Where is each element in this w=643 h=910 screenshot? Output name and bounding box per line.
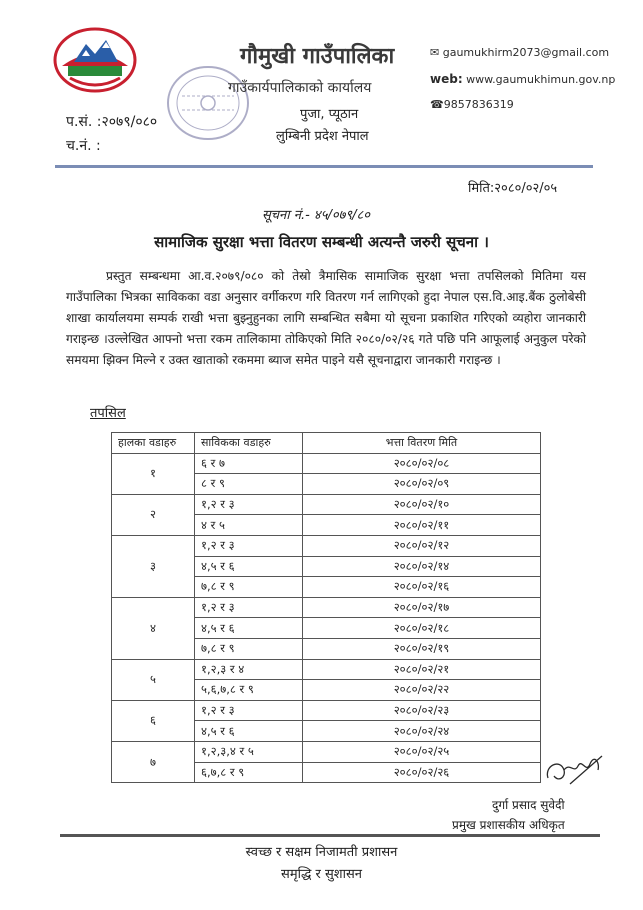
distribution-date-cell: २०८०/०२/२१ — [303, 659, 541, 680]
distribution-date-cell: २०८०/०२/११ — [303, 515, 541, 536]
distribution-table — [111, 432, 541, 783]
envelope-icon: ✉ — [430, 46, 440, 59]
old-ward-cell: १,२ र ३ — [195, 535, 303, 556]
old-ward-cell: १,२ र ३ — [195, 597, 303, 618]
table-row — [112, 535, 541, 556]
distribution-date-cell: २०८०/०२/१९ — [303, 638, 541, 659]
footer-slogan-2: समृद्धि र सुशासन — [281, 867, 362, 882]
chalani-number: च.नं. : — [66, 138, 101, 154]
notice-heading: सामाजिक सुरक्षा भत्ता वितरण सम्बन्धी अत्यन्तै जरुरी सूचना । — [154, 233, 489, 251]
table-row — [112, 453, 541, 474]
phone-number: 9857836319 — [443, 98, 514, 111]
notice-body: प्रस्तुत सम्बन्धमा आ.व.२०७९/०८० को तेस्रो त्रैमासिक सामाजिक सुरक्षा भत्ता तपसिलको मितिमा यस गाउँपालिका भित्रका साविकका वडा अनुसार वर्गीकरण गरि वितरण गर्न लागिएको हुदा नेपाल एस.वि.आइ.बैंक ठुलोबेसी शाखा कार्यालयमा सम्पर्क राखी भत्ता बुझ्नुहुनका लागि सम्बन्धित सबैमा यो सूचना प्रकाशित गरिएको व्यहोरा जानकारी गराइन्छ ।उल्लेखित आफ्नो भत्ता रकम तालिकामा तोकिएको मिति २०८०/०२/२६ गते पछि पनि आफूलाई अनुकुल परेको समयमा झिक्न मिल्ने र उक्त खाताको रकममा ब्याज समेत पाइने यसै सूचनाद्वारा जानकारी गराइन्छ । — [66, 269, 586, 367]
old-ward-cell: १,२ र ३ — [195, 494, 303, 515]
header-rule — [55, 165, 593, 168]
current-ward-cell: १ — [112, 453, 195, 494]
current-ward-cell: ४ — [112, 597, 195, 659]
address-line2: लुम्बिनी प्रदेश नेपाल — [276, 129, 369, 144]
web-url[interactable]: www.gaumukhimun.gov.np — [466, 73, 616, 86]
distribution-date-cell: २०८०/०२/२४ — [303, 721, 541, 742]
notice-number: सूचना नं.- ४५/०७९/८० — [262, 208, 371, 223]
footer-rule — [60, 834, 600, 837]
patra-sankhya: प.सं. :२०७९/०८० — [66, 114, 158, 130]
old-ward-cell: ७,८ र ९ — [195, 638, 303, 659]
notice-date: मिति:२०८०/०२/०५ — [468, 181, 558, 196]
old-ward-cell: १,२,३ र ४ — [195, 659, 303, 680]
signer-title: प्रमुख प्रशासकीय अधिकृत — [452, 818, 565, 832]
table-row — [112, 494, 541, 515]
old-ward-cell: ४ र ५ — [195, 515, 303, 536]
distribution-date-cell: २०८०/०२/०९ — [303, 474, 541, 495]
old-ward-cell: ४,५ र ६ — [195, 618, 303, 639]
office-stamp — [160, 62, 256, 144]
current-ward-cell: ७ — [112, 741, 195, 782]
footer-slogan-1: स्वच्छ र सक्षम निजामती प्रशासन — [245, 845, 398, 860]
signature — [540, 748, 610, 790]
distribution-date-cell: २०८०/०२/२६ — [303, 762, 541, 783]
old-ward-cell: ४,५ र ६ — [195, 721, 303, 742]
distribution-date-cell: २०८०/०२/१६ — [303, 577, 541, 598]
old-ward-cell: ७,८ र ९ — [195, 577, 303, 598]
current-ward-cell: ६ — [112, 700, 195, 741]
table-row — [112, 741, 541, 762]
address-line1: पुजा, प्यूठान — [300, 107, 359, 122]
web-label: web: — [430, 72, 463, 86]
distribution-date-cell: २०८०/०२/१८ — [303, 618, 541, 639]
distribution-date-cell: २०८०/०२/१४ — [303, 556, 541, 577]
distribution-date-cell: २०८०/०२/१२ — [303, 535, 541, 556]
old-ward-cell: १,२,३,४ र ५ — [195, 741, 303, 762]
distribution-date-cell: २०८०/०२/०८ — [303, 453, 541, 474]
distribution-date-cell: २०८०/०२/१७ — [303, 597, 541, 618]
distribution-date-cell: २०८०/०२/१० — [303, 494, 541, 515]
email-contact — [430, 46, 609, 59]
distribution-date-cell: २०८०/०२/२३ — [303, 700, 541, 721]
current-ward-cell: ५ — [112, 659, 195, 700]
table-row — [112, 700, 541, 721]
old-ward-cell: ८ र ९ — [195, 474, 303, 495]
org-name: गौमुखी गाउँपालिका — [240, 44, 395, 69]
phone-icon: ☎ — [430, 98, 444, 111]
signer-name: दुर्गा प्रसाद सुवेदी — [492, 798, 565, 812]
table-row — [112, 659, 541, 680]
old-ward-cell: ६,७,८ र ९ — [195, 762, 303, 783]
office-name: गाउँकार्यपालिकाको कार्यालय — [228, 80, 372, 96]
email-text[interactable]: gaumukhirm2073@gmail.com — [442, 46, 610, 59]
old-ward-cell: ६ र ७ — [195, 453, 303, 474]
web-contact — [430, 72, 615, 86]
old-ward-cell: ४,५ र ६ — [195, 556, 303, 577]
table-row — [112, 597, 541, 618]
table-header-row — [112, 433, 541, 454]
current-ward-cell: ३ — [112, 535, 195, 597]
current-ward-cell: २ — [112, 494, 195, 535]
old-ward-cell: १,२ र ३ — [195, 700, 303, 721]
col-distribution-date: भत्ता वितरण मिति — [303, 433, 541, 454]
old-ward-cell: ५,६,७,८ र ९ — [195, 680, 303, 701]
phone-contact — [430, 98, 514, 111]
municipality-logo — [52, 22, 138, 94]
distribution-date-cell: २०८०/०२/२२ — [303, 680, 541, 701]
col-current-ward: हालका वडाहरु — [112, 433, 195, 454]
distribution-date-cell: २०८०/०२/२५ — [303, 741, 541, 762]
col-old-ward: साविकका वडाहरु — [195, 433, 303, 454]
details-label: तपसिल — [90, 406, 126, 421]
table-body — [112, 453, 541, 783]
